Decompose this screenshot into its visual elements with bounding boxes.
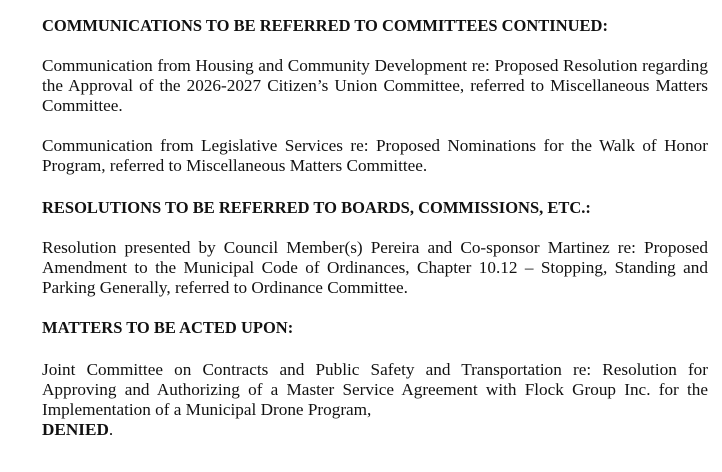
section-heading-communications: COMMUNICATIONS TO BE REFERRED TO COMMITTEES CONTINUED: — [42, 16, 608, 35]
matter-outcome: DENIED — [42, 420, 109, 439]
matter-item-drone-program — [42, 360, 708, 440]
communication-item-legislative-services: Communication from Legislative Services re: Proposed Nominations for the Walk of Honor Program, referred to Miscellaneous Matters Committee. — [42, 136, 708, 175]
matter-end-punctuation: . — [108, 420, 114, 439]
section-heading-resolutions: RESOLUTIONS TO BE REFERRED TO BOARDS, COMMISSIONS, ETC.: — [42, 198, 591, 217]
communication-item-housing: Communication from Housing and Community Development re: Proposed Resolution regarding the Approval of the 2026-2027 Citizen’s Union Committee, referred to Miscellaneous Matters Committee. — [42, 56, 708, 115]
section-heading-matters: MATTERS TO BE ACTED UPON: — [42, 318, 294, 337]
matter-item-text: Joint Committee on Contracts and Public Safety and Transportation re: Resolution for Approving and Authorizing of a Master Service Agreement with Flock Group Inc. for the Implementation of a Municipal Drone Program, — [42, 360, 708, 419]
resolution-item-pereira: Resolution presented by Council Member(s) Pereira and Co-sponsor Martinez re: Proposed Amendment to the Municipal Code of Ordinances, Chapter 10.12 – Stopping, Standing and Parking Generally, referred to Ordinance Committee. — [42, 238, 708, 297]
